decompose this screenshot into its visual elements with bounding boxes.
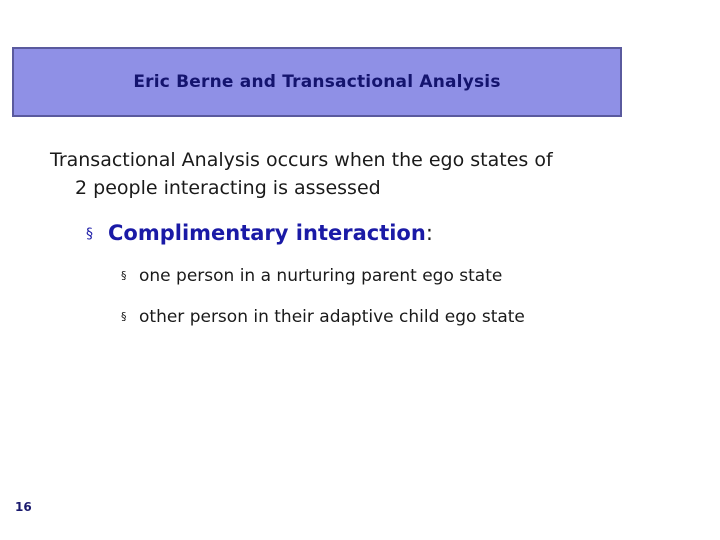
sub-bullet-item xyxy=(121,264,502,288)
sub-bullet-item xyxy=(121,305,525,329)
slide-title-box xyxy=(12,47,622,117)
slide-title: Eric Berne and Transactional Analysis xyxy=(133,72,501,92)
intro-paragraph xyxy=(50,146,610,202)
bullet-term: Complimentary interaction xyxy=(108,221,426,245)
sub-bullet-square-icon: § xyxy=(121,310,127,323)
intro-line-1: Transactional Analysis occurs when the ego states of xyxy=(50,149,553,171)
page-number: 16 xyxy=(15,500,32,514)
intro-line-2: 2 people interacting is assessed xyxy=(75,177,381,199)
sub-bullet-text: one person in a nurturing parent ego state xyxy=(139,266,503,286)
sub-bullet-text: other person in their adaptive child ego state xyxy=(139,307,525,327)
sub-bullet-square-icon: § xyxy=(121,269,127,282)
bullet-complimentary-interaction xyxy=(86,218,433,249)
bullet-square-icon: § xyxy=(86,226,93,242)
bullet-colon: : xyxy=(425,221,433,245)
